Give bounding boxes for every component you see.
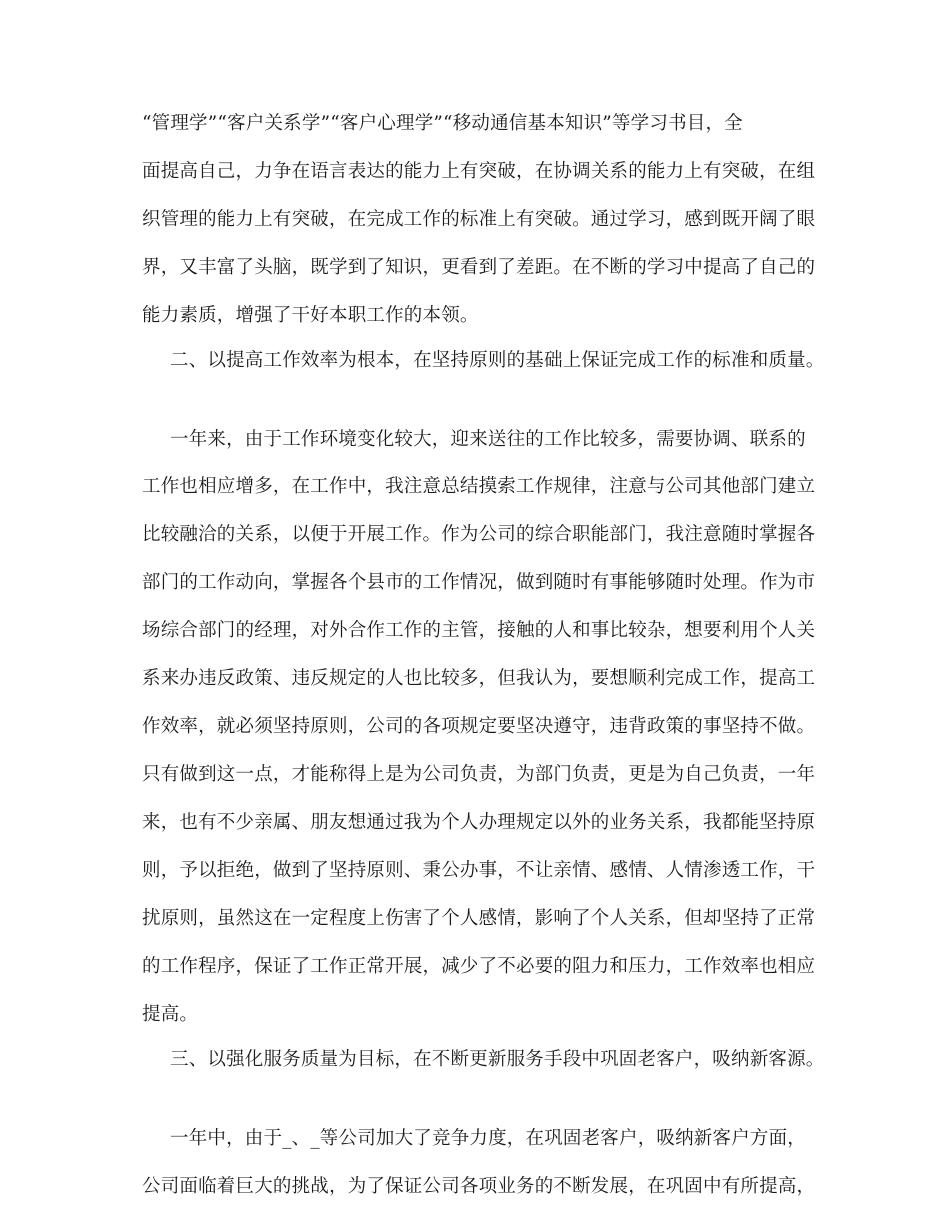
- section-heading: 三、以强化服务质量为目标，在不断更新服务手段中巩固老客户，吸纳新客源。: [170, 1049, 825, 1070]
- text-line: 工作也相应增多，在工作中，我注意总结摸索工作规律，注意与公司其他部门建立: [142, 476, 816, 497]
- text-line: “管理学”“客户关系学”“客户心理学”“移动通信基本知识”等学习书目，全: [142, 113, 743, 134]
- text-line: 场综合部门的经理，对外合作工作的主管，接触的人和事比较杂，想要利用个人关: [142, 620, 816, 641]
- text-line: 作效率，就必须坚持原则，公司的各项规定要坚决遵守，违背政策的事坚持不做。: [142, 716, 816, 737]
- text-line: 部门的工作动向，掌握各个县市的工作情况，做到随时有事能够随时处理。作为市: [142, 572, 816, 593]
- text-line: 提高。: [142, 1004, 199, 1025]
- text-line: 面提高自己，力争在语言表达的能力上有突破，在协调关系的能力上有突破，在组: [142, 161, 816, 182]
- text-line: 比较融洽的关系，以便于开展工作。作为公司的综合职能部门，我注意随时掌握各: [142, 524, 816, 545]
- text-line: 一年中，由于_、_等公司加大了竞争力度，在巩固老客户，吸纳新客户方面，: [170, 1128, 807, 1149]
- text-line: 公司面临着巨大的挑战，为了保证公司各项业务的不断发展，在巩固中有所提高，: [142, 1176, 816, 1197]
- text-line: 界，又丰富了头脑，既学到了知识，更看到了差距。在不断的学习中提高了自己的: [142, 257, 816, 278]
- text-line: 的工作程序，保证了工作正常开展，减少了不必要的阻力和压力，工作效率也相应: [142, 956, 816, 977]
- text-line: 来，也有不少亲属、朋友想通过我为个人办理规定以外的业务关系，我都能坚持原: [142, 812, 816, 833]
- text-line: 织管理的能力上有突破，在完成工作的标准上有突破。通过学习，感到既开阔了眼: [142, 209, 816, 230]
- text-line: 能力素质，增强了干好本职工作的本领。: [142, 305, 479, 326]
- text-line: 扰原则，虽然这在一定程度上伤害了个人感情，影响了个人关系，但却坚持了正常: [142, 908, 816, 929]
- text-line: 则，予以拒绝，做到了坚持原则、秉公办事，不让亲情、感情、人情渗透工作，干: [142, 860, 816, 881]
- text-line: 只有做到这一点，才能称得上是为公司负责，为部门负责，更是为自己负责，一年: [142, 764, 816, 785]
- section-heading: 二、以提高工作效率为根本，在坚持原则的基础上保证完成工作的标准和质量。: [170, 350, 825, 371]
- text-line: 系来办违反政策、违反规定的人也比较多，但我认为，要想顺利完成工作，提高工: [142, 668, 816, 689]
- text-line: 一年来，由于工作环境变化较大，迎来送往的工作比较多，需要协调、联系的: [170, 429, 806, 450]
